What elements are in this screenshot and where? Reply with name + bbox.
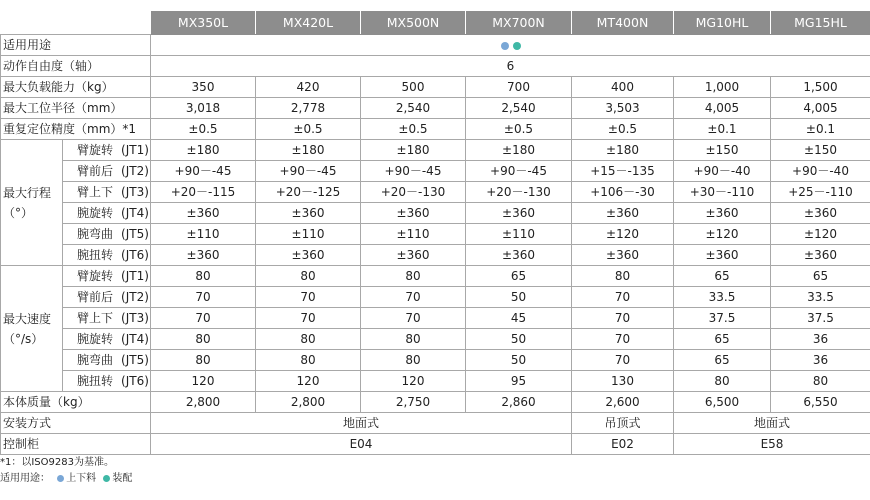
- value-cell: 65: [674, 266, 771, 287]
- value-cell: ±360: [151, 203, 256, 224]
- value-cell: 420: [256, 77, 361, 98]
- value-cell: ±150: [771, 140, 870, 161]
- joint-label: [63, 140, 151, 161]
- joint-name: 腕弯曲: [77, 227, 114, 241]
- value-cell: +25－-110: [771, 182, 870, 203]
- value-cell: 2,540: [361, 98, 466, 119]
- value-cell: 2,778: [256, 98, 361, 119]
- reach-row: [1, 98, 870, 119]
- value-cell: 50: [466, 329, 572, 350]
- joint-name: 臂旋转: [77, 143, 114, 157]
- value-cell: +90－-45: [361, 161, 466, 182]
- joint-label: [63, 350, 151, 371]
- joint-label: [63, 224, 151, 245]
- joint-id: (JT5): [121, 353, 149, 367]
- value-cell: ±360: [151, 245, 256, 266]
- dof-row: [1, 56, 870, 77]
- joint-label: [63, 182, 151, 203]
- value-cell: ±180: [361, 140, 466, 161]
- group-title: 最大速度: [3, 311, 52, 326]
- application-cell: [151, 35, 870, 56]
- value-cell: 400: [572, 77, 674, 98]
- value-cell: 95: [466, 371, 572, 392]
- joint-name: 臂上下: [77, 185, 114, 199]
- range-row: [1, 245, 870, 266]
- speed-row: [1, 308, 870, 329]
- value-cell: 36: [771, 350, 870, 371]
- value-cell: 37.5: [771, 308, 870, 329]
- range-row: [1, 203, 870, 224]
- value-cell: 2,860: [466, 392, 572, 413]
- row-label: 重复定位精度（mm）*1: [1, 119, 151, 140]
- value-cell: 70: [572, 350, 674, 371]
- range-row: [1, 224, 870, 245]
- value-cell: 80: [572, 266, 674, 287]
- speed-row: [1, 266, 870, 287]
- joint-id: (JT3): [121, 311, 149, 325]
- legend-item-loading: 上下料: [66, 473, 97, 484]
- value-cell: +15－-135: [572, 161, 674, 182]
- value-cell: E04: [151, 434, 572, 455]
- legend-label: 适用用途：: [0, 473, 50, 484]
- value-cell: ±360: [361, 245, 466, 266]
- value-cell: 80: [151, 329, 256, 350]
- value-cell: +106－-30: [572, 182, 674, 203]
- speed-row: [1, 371, 870, 392]
- joint-id: (JT3): [121, 185, 149, 199]
- joint-id: (JT6): [121, 248, 149, 262]
- model-header: MX350L: [151, 11, 256, 35]
- value-cell: ±0.5: [361, 119, 466, 140]
- value-cell: 65: [466, 266, 572, 287]
- value-cell: 70: [361, 308, 466, 329]
- speed-row: [1, 350, 870, 371]
- value-cell: ±120: [572, 224, 674, 245]
- joint-id: (JT2): [121, 290, 149, 304]
- spec-table: [0, 10, 870, 455]
- value-cell: +90－-40: [771, 161, 870, 182]
- value-cell: E58: [674, 434, 870, 455]
- value-cell: 2,800: [151, 392, 256, 413]
- joint-label: [63, 266, 151, 287]
- value-cell: ±360: [361, 203, 466, 224]
- value-cell: 2,800: [256, 392, 361, 413]
- value-cell: ±110: [466, 224, 572, 245]
- value-cell: 地面式: [674, 413, 870, 434]
- value-cell: 70: [572, 308, 674, 329]
- value-cell: 地面式: [151, 413, 572, 434]
- value-cell: ±110: [256, 224, 361, 245]
- range-row: [1, 140, 870, 161]
- controller-row: [1, 434, 870, 455]
- row-label: 本体质量（kg）: [1, 392, 151, 413]
- value-cell: +90－-45: [466, 161, 572, 182]
- value-cell: ±360: [256, 203, 361, 224]
- joint-name: 臂旋转: [77, 269, 114, 283]
- joint-name: 腕扭转: [77, 248, 114, 262]
- legend-item-assembly: 装配: [112, 473, 133, 484]
- footnotes: [0, 455, 132, 487]
- value-cell: 80: [361, 350, 466, 371]
- value-cell: 3,018: [151, 98, 256, 119]
- value-cell: ±360: [572, 245, 674, 266]
- range-row: [1, 161, 870, 182]
- value-cell: 80: [256, 329, 361, 350]
- row-label: 最大负载能力（kg）: [1, 77, 151, 98]
- value-cell: +20－-125: [256, 182, 361, 203]
- value-cell: +20－-115: [151, 182, 256, 203]
- model-header: MG10HL: [674, 11, 771, 35]
- value-cell: 36: [771, 329, 870, 350]
- value-cell: +90－-40: [674, 161, 771, 182]
- joint-name: 腕扭转: [77, 374, 114, 388]
- value-cell: 1,500: [771, 77, 870, 98]
- value-cell: 65: [674, 329, 771, 350]
- value-cell: ±360: [674, 245, 771, 266]
- joint-label: [63, 203, 151, 224]
- joint-label: [63, 308, 151, 329]
- value-cell: ±180: [256, 140, 361, 161]
- value-cell: 500: [361, 77, 466, 98]
- joint-name: 腕旋转: [77, 206, 114, 220]
- value-cell: +90－-45: [151, 161, 256, 182]
- value-cell: +20－-130: [466, 182, 572, 203]
- joint-name: 腕弯曲: [77, 353, 114, 367]
- value-cell: 6,500: [674, 392, 771, 413]
- value-cell: ±360: [256, 245, 361, 266]
- value-cell: 45: [466, 308, 572, 329]
- value-cell: 2,750: [361, 392, 466, 413]
- value-cell: 吊顶式: [572, 413, 674, 434]
- payload-row: [1, 77, 870, 98]
- joint-id: (JT1): [121, 269, 149, 283]
- repeat-row: [1, 119, 870, 140]
- value-cell: ±120: [674, 224, 771, 245]
- joint-id: (JT5): [121, 227, 149, 241]
- value-cell: 4,005: [674, 98, 771, 119]
- joint-label: [63, 371, 151, 392]
- model-header: MX420L: [256, 11, 361, 35]
- row-label: 安装方式: [1, 413, 151, 434]
- value-cell: 70: [256, 308, 361, 329]
- value-cell: 120: [256, 371, 361, 392]
- value-cell: 3,503: [572, 98, 674, 119]
- model-header: MX500N: [361, 11, 466, 35]
- value-cell: +90－-45: [256, 161, 361, 182]
- value-cell: 50: [466, 350, 572, 371]
- speed-row: [1, 287, 870, 308]
- value-cell: ±360: [572, 203, 674, 224]
- footnote-1: *1：以ISO9283为基准。: [0, 457, 114, 468]
- blue-dot-icon: [501, 42, 509, 50]
- row-label: 适用用途: [1, 35, 151, 56]
- joint-id: (JT4): [121, 206, 149, 220]
- model-header: MX700N: [466, 11, 572, 35]
- value-cell: ±360: [771, 203, 870, 224]
- group-unit: （°）: [3, 205, 34, 220]
- value-cell: ±180: [151, 140, 256, 161]
- value-cell: 65: [771, 266, 870, 287]
- value-cell: ±360: [466, 203, 572, 224]
- value-cell: ±110: [151, 224, 256, 245]
- value-cell: 50: [466, 287, 572, 308]
- value-cell: 70: [572, 329, 674, 350]
- value-cell: 6,550: [771, 392, 870, 413]
- legend: [0, 471, 132, 487]
- value-cell: 80: [361, 266, 466, 287]
- value-cell: 2,600: [572, 392, 674, 413]
- joint-name: 臂前后: [77, 164, 114, 178]
- joint-id: (JT1): [121, 143, 149, 157]
- value-cell: +30－-110: [674, 182, 771, 203]
- joint-name: 腕旋转: [77, 332, 114, 346]
- value-cell: ±180: [466, 140, 572, 161]
- value-cell: 80: [151, 266, 256, 287]
- value-cell: 2,540: [466, 98, 572, 119]
- value-cell: 350: [151, 77, 256, 98]
- teal-dot-icon: [103, 475, 110, 482]
- value-cell: 37.5: [674, 308, 771, 329]
- value-cell: 80: [151, 350, 256, 371]
- teal-dot-icon: [513, 42, 521, 50]
- value-cell: 33.5: [674, 287, 771, 308]
- value-cell: ±120: [771, 224, 870, 245]
- application-row: [1, 35, 870, 56]
- speed-row: [1, 329, 870, 350]
- row-label: 动作自由度（轴）: [1, 56, 151, 77]
- header-corner: [1, 11, 151, 35]
- row-label: 最大工位半径（mm）: [1, 98, 151, 119]
- value-cell: 65: [674, 350, 771, 371]
- value-cell: +20－-130: [361, 182, 466, 203]
- joint-label: [63, 329, 151, 350]
- group-title: 最大行程: [3, 185, 52, 200]
- value-cell: 33.5: [771, 287, 870, 308]
- value-cell: 80: [361, 329, 466, 350]
- value-cell: 80: [771, 371, 870, 392]
- value-cell: ±0.5: [151, 119, 256, 140]
- dof-value: 6: [151, 56, 870, 77]
- header-row: [1, 11, 870, 35]
- value-cell: 4,005: [771, 98, 870, 119]
- value-cell: 120: [151, 371, 256, 392]
- value-cell: ±0.5: [466, 119, 572, 140]
- value-cell: 80: [256, 266, 361, 287]
- max-speed-section: [1, 266, 870, 392]
- value-cell: ±110: [361, 224, 466, 245]
- speed-group-label: [1, 266, 63, 392]
- mount-row: [1, 413, 870, 434]
- joint-name: 臂上下: [77, 311, 114, 325]
- value-cell: ±360: [771, 245, 870, 266]
- model-header: MT400N: [572, 11, 674, 35]
- value-cell: 70: [151, 287, 256, 308]
- value-cell: ±360: [674, 203, 771, 224]
- value-cell: 1,000: [674, 77, 771, 98]
- value-cell: 70: [361, 287, 466, 308]
- value-cell: ±0.1: [771, 119, 870, 140]
- value-cell: 70: [151, 308, 256, 329]
- range-group-label: [1, 140, 63, 266]
- value-cell: ±0.1: [674, 119, 771, 140]
- value-cell: 120: [361, 371, 466, 392]
- value-cell: 80: [674, 371, 771, 392]
- value-cell: 700: [466, 77, 572, 98]
- joint-name: 臂前后: [77, 290, 114, 304]
- value-cell: 130: [572, 371, 674, 392]
- max-range-section: [1, 140, 870, 266]
- joint-label: [63, 245, 151, 266]
- value-cell: 80: [256, 350, 361, 371]
- value-cell: ±0.5: [572, 119, 674, 140]
- value-cell: 70: [572, 287, 674, 308]
- row-label: 控制柜: [1, 434, 151, 455]
- value-cell: ±180: [572, 140, 674, 161]
- model-header: MG15HL: [771, 11, 870, 35]
- joint-id: (JT2): [121, 164, 149, 178]
- joint-label: [63, 161, 151, 182]
- value-cell: ±150: [674, 140, 771, 161]
- value-cell: 70: [256, 287, 361, 308]
- value-cell: E02: [572, 434, 674, 455]
- blue-dot-icon: [57, 475, 64, 482]
- mass-row: [1, 392, 870, 413]
- joint-label: [63, 287, 151, 308]
- joint-id: (JT6): [121, 374, 149, 388]
- joint-id: (JT4): [121, 332, 149, 346]
- value-cell: ±0.5: [256, 119, 361, 140]
- group-unit: （°/s）: [3, 331, 44, 346]
- value-cell: ±360: [466, 245, 572, 266]
- range-row: [1, 182, 870, 203]
